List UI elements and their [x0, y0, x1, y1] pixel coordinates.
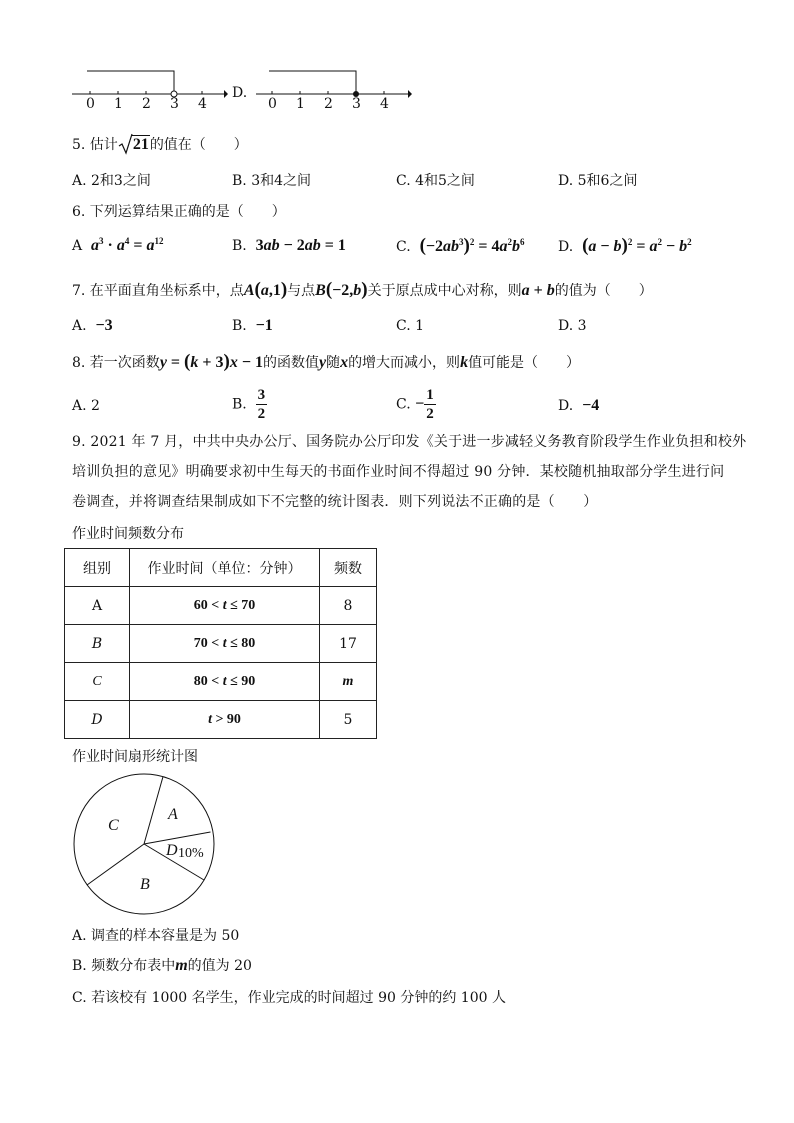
sqrt-expression: 21	[118, 135, 150, 155]
q6-option-c[interactable]: C. $(-2ab^3)^2 = 4a^2b^6$	[396, 235, 525, 256]
pie-chart-title: 作业时间扇形统计图	[72, 749, 198, 765]
q6-option-d[interactable]: D. $(a - b)^2 = a^2 - b^2$	[558, 235, 692, 256]
pie-label-a: A	[168, 806, 178, 823]
table-header: 频数	[320, 549, 377, 587]
pie-label-d-percent: 10%	[178, 846, 204, 861]
tick-label: 1	[296, 96, 305, 112]
q7-option-a[interactable]: A. −3	[72, 317, 113, 334]
frequency-table	[64, 548, 377, 739]
q7-option-b[interactable]: B. −1	[232, 317, 273, 334]
tick-label: 2	[324, 96, 333, 112]
table-row	[65, 663, 377, 701]
table-row	[65, 701, 377, 739]
q5-option-a[interactable]: A. 2和3之间	[72, 173, 151, 189]
table-header: 组别	[65, 549, 130, 587]
q9-stem-line1: 9. 2021 年 7 月，中共中央办公厅、国务院办公厅印发《关于进一步减轻义务教育阶段学生作业负担和校外	[72, 434, 747, 450]
q9-option-a[interactable]: A. 调查的样本容量是为 50	[72, 928, 240, 944]
q9-stem-line2: 培训负担的意见》明确要求初中生每天的书面作业时间不得超过 90 分钟．某校随机抽取部分学生进行问	[72, 464, 725, 480]
tick-label: 4	[380, 96, 389, 112]
tick-label: 1	[114, 96, 123, 112]
time-cell: 70 < t ≤ 80	[130, 625, 320, 663]
tick-label: 3	[170, 96, 179, 112]
q9-option-b[interactable]: B. 频数分布表中m的值为 20	[72, 957, 252, 974]
time-cell: 60 < t ≤ 70	[130, 587, 320, 625]
q7-option-c[interactable]: C. 1	[396, 318, 425, 334]
q6-stem: 6. 下列运算结果正确的是（ ）	[72, 204, 286, 220]
q5-option-b[interactable]: B. 3和4之间	[232, 173, 312, 189]
q5-option-d[interactable]: D. 5和6之间	[558, 173, 638, 189]
pie-label-c: C	[108, 817, 119, 834]
tick-label: 4	[198, 96, 207, 112]
table-header: 作业时间（单位：分钟）	[130, 549, 320, 587]
q7-option-d[interactable]: D. 3	[558, 318, 587, 334]
q8-stem: 8. 若一次函数y = (k + 3)x − 1的函数值y随x的增大而减小，则k值可能是（ ）	[72, 351, 581, 372]
group-cell: A	[65, 587, 130, 625]
q8-option-d[interactable]: D. −4	[558, 397, 600, 414]
tick-label: 0	[268, 96, 277, 112]
tick-label: 3	[352, 96, 361, 112]
table-row	[65, 587, 377, 625]
pie-label-b: B	[140, 876, 150, 893]
q9-option-c[interactable]: C. 若该校有 1000 名学生，作业完成的时间超过 90 分钟的约 100 人	[72, 990, 506, 1006]
group-cell: B	[65, 625, 130, 663]
option-d-label: D.	[232, 85, 248, 101]
time-cell: 80 < t ≤ 90	[130, 663, 320, 701]
q8-option-a[interactable]: A. 2	[72, 398, 100, 414]
q8-option-c[interactable]: C. − $\frac{1}{2}$	[396, 387, 434, 422]
tick-label: 0	[86, 96, 95, 112]
table-header-row	[65, 549, 377, 587]
table-row	[65, 625, 377, 663]
group-cell: D	[65, 701, 130, 739]
q6-option-a[interactable]: A $a^3 \cdot a^4 = a^{12}$	[72, 236, 164, 254]
pie-label-d: D	[166, 842, 178, 859]
freq-cell: 17	[320, 625, 377, 663]
q9-stem-line3: 卷调查，并将调查结果制成如下不完整的统计图表．则下列说法不正确的是（ ）	[72, 494, 598, 510]
q6-option-b[interactable]: B. 3ab − 2ab = 1	[232, 237, 346, 254]
freq-cell: 8	[320, 587, 377, 625]
q7-stem: 7. 在平面直角坐标系中，点A(a,1)与点B(−2,b)关于原点成中心对称，则a + b的值为（ ）	[72, 279, 653, 300]
table-title: 作业时间频数分布	[72, 526, 184, 542]
group-cell: C	[65, 663, 130, 701]
q5-option-c[interactable]: C. 4和5之间	[396, 173, 475, 189]
tick-label: 2	[142, 96, 151, 112]
q8-option-b[interactable]: B. $\frac{3}{2}$	[232, 387, 266, 422]
q5-stem: 5. 估计 21的值在（ ）	[72, 136, 248, 153]
freq-cell: m	[320, 663, 377, 701]
freq-cell: 5	[320, 701, 377, 739]
time-cell: t > 90	[130, 701, 320, 739]
